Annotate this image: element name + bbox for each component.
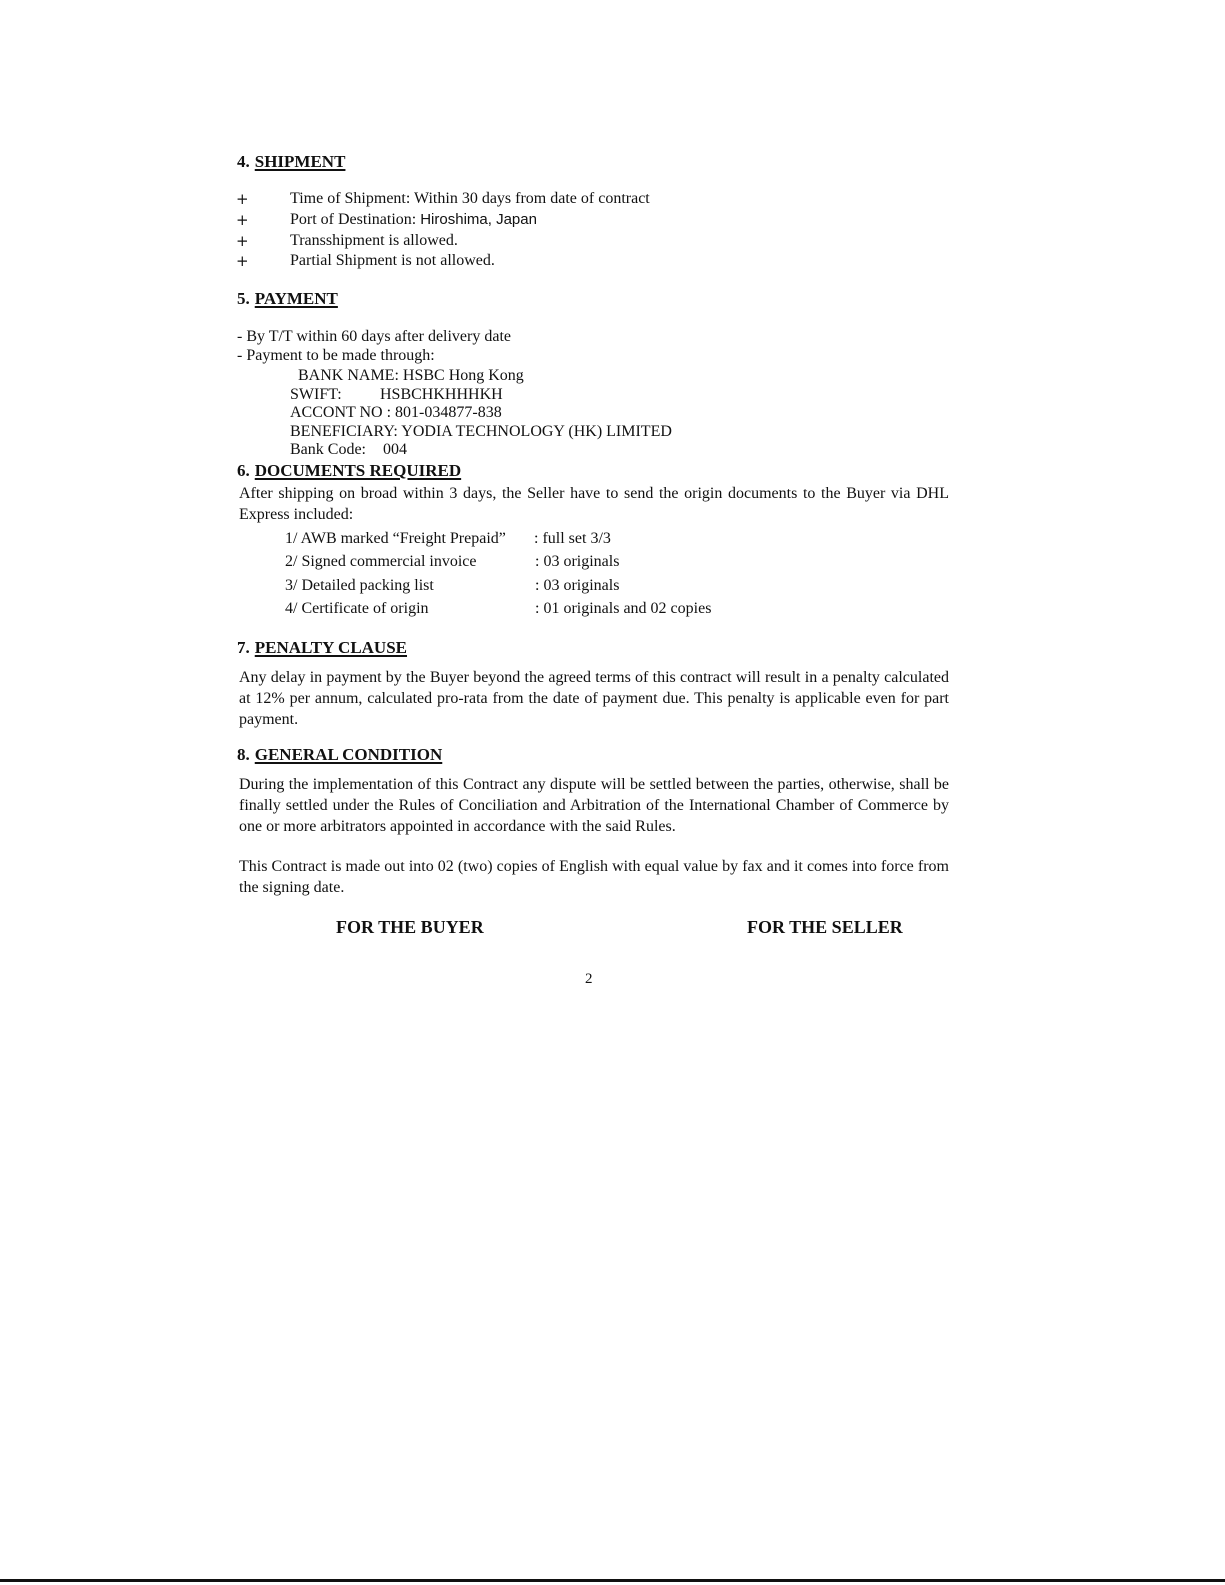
document-item-name: 1/ AWB marked “Freight Prepaid” <box>285 530 506 547</box>
documents-intro: After shipping on broad within 3 days, the Seller have to send the origin documents to the Buyer via DHL Express included: <box>239 485 949 523</box>
plus-bullet-icon: + <box>236 252 249 270</box>
document-item-name: 3/ Detailed packing list <box>285 577 434 594</box>
document-item-name: 4/ Certificate of origin <box>285 600 429 617</box>
document-item-qty: : 03 originals <box>535 577 620 594</box>
section-title: SHIPMENT <box>254 152 346 171</box>
shipment-partial-text <box>290 252 495 270</box>
beneficiary: BENEFICIARY: YODIA TECHNOLOGY (HK) LIMITED <box>290 423 672 440</box>
document-item-qty: : full set 3/3 <box>534 530 611 547</box>
penalty-text: Any delay in payment by the Buyer beyond the agreed terms of this contract will result in a penalty calculated at 12% per annum, calculated pro-rata from the date of payment due. This penalty is applicable even for part payment. <box>239 669 949 728</box>
bullet-text: Port of Destination: <box>290 211 421 228</box>
section-title: DOCUMENTS REQUIRED <box>254 461 462 480</box>
general-condition-paragraph-1: During the implementation of this Contract any dispute will be settled between the parties, otherwise, shall be finally settled under the Rules of Conciliation and Arbitration of the International Chamber of Commerce by one or more arbitrators appointed in accordance with the said Rules. <box>239 776 949 835</box>
swift-label: SWIFT: <box>290 386 342 403</box>
bullet-text: Time of Shipment: Within 30 days from date of contract <box>290 190 650 207</box>
bank-name: BANK NAME: HSBC Hong Kong <box>298 367 524 384</box>
section-number: 4. <box>237 152 250 171</box>
section-number: 6. <box>237 461 250 480</box>
port-destination-value: Hiroshima, Japan <box>420 211 537 228</box>
bottom-border-line <box>0 1579 1225 1582</box>
section-title: GENERAL CONDITION <box>254 745 443 764</box>
section-title: PAYMENT <box>254 289 338 308</box>
section-number: 8. <box>237 745 250 764</box>
page-number: 2 <box>585 971 593 987</box>
section-title: PENALTY CLAUSE <box>254 638 408 657</box>
swift-value: HSBCHKHHHKH <box>380 386 503 403</box>
payment-term-line: - By T/T within 60 days after delivery date <box>237 328 512 345</box>
list-item <box>236 211 249 230</box>
list-item <box>236 190 249 209</box>
section-heading-general <box>237 745 442 765</box>
buyer-signature-label: FOR THE BUYER <box>336 917 484 937</box>
bank-code-value: 004 <box>383 441 407 458</box>
general-condition-paragraph-2: This Contract is made out into 02 (two) copies of English with equal value by fax and it comes into force from the signing date. <box>239 858 949 896</box>
section-heading-documents <box>237 461 461 481</box>
section-heading-payment <box>237 289 338 309</box>
plus-bullet-icon: + <box>236 190 249 208</box>
shipment-transshipment-text <box>290 232 458 250</box>
plus-bullet-icon: + <box>236 232 249 250</box>
list-item <box>236 252 249 271</box>
document-item-name: 2/ Signed commercial invoice <box>285 553 477 570</box>
bullet-text: Transshipment is allowed. <box>290 232 458 249</box>
section-number: 5. <box>237 289 250 308</box>
section-heading-shipment <box>237 152 345 172</box>
shipment-time-text <box>290 190 650 208</box>
seller-signature-label: FOR THE SELLER <box>747 917 903 937</box>
plus-bullet-icon: + <box>236 211 249 229</box>
payment-through-line: - Payment to be made through: <box>237 347 435 364</box>
bank-code-label: Bank Code: <box>290 441 366 458</box>
list-item <box>236 232 249 251</box>
shipment-port-text <box>290 211 537 229</box>
section-heading-penalty <box>237 638 407 658</box>
account-number: ACCONT NO : 801-034877-838 <box>290 404 502 421</box>
bullet-text: Partial Shipment is not allowed. <box>290 252 495 269</box>
section-number: 7. <box>237 638 250 657</box>
document-item-qty: : 01 originals and 02 copies <box>535 600 712 617</box>
document-item-qty: : 03 originals <box>535 553 620 570</box>
